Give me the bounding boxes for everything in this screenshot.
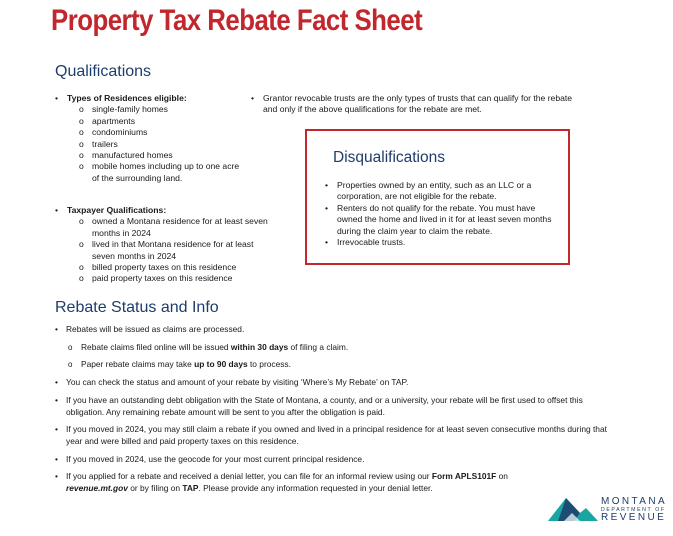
status-item-debt: • If you have an outstanding debt obligation with the State of Montana, a county, and or a university, your rebate will be first used to offset this obligation. Any remaining rebate amount will be sent to you after the obligation is paid. xyxy=(55,395,615,418)
list-item: o manufactured homes xyxy=(79,150,260,161)
list-item: • Renters do not qualify for the rebate. You must have owned the home and lived in it for at least seven months during the claim year to claim the rebate. xyxy=(325,203,557,237)
form-name: Form APLS101F xyxy=(431,471,497,482)
website-link[interactable]: revenue.mt.gov xyxy=(66,483,128,494)
status-text: Rebates will be issued as claims are processed. xyxy=(66,324,245,334)
page-title: Property Tax Rebate Fact Sheet xyxy=(51,4,423,37)
list-item: o trailers xyxy=(79,139,260,150)
tap-link[interactable]: TAP xyxy=(182,483,199,494)
status-text: . Please provide any information requested in your denial letter. xyxy=(198,483,433,494)
logo-line-revenue: REVENUE xyxy=(601,512,667,523)
trust-note-section xyxy=(251,93,581,116)
residences-heading: Types of Residences eligible: xyxy=(67,93,187,103)
status-text: Rebate claims filed online will be issued xyxy=(81,341,231,352)
status-text: Paper rebate claims may take xyxy=(81,359,195,370)
qualifications-heading: Qualifications xyxy=(55,63,152,80)
taxpayer-bullet xyxy=(55,205,268,285)
list-item: o owned a Montana residence for at least seven months in 2024 xyxy=(79,216,272,239)
list-item: • Irrevocable trusts. xyxy=(325,237,557,248)
status-item-claims xyxy=(55,324,615,371)
trust-note: • Grantor revocable trusts are the only types of trusts that can qualify for the rebate and only if the above qualifications for the rebate are met. xyxy=(251,93,581,116)
status-subitem-paper xyxy=(68,359,615,371)
status-item-check: • You can check the status and amount of your rebate by visiting ‘Where’s My Rebate’ on TAP. xyxy=(55,377,615,389)
disqualifications-heading: Disqualifications xyxy=(333,149,445,166)
list-item: o single-family homes xyxy=(79,104,260,115)
list-item: o apartments xyxy=(79,116,260,127)
status-emphasis: up to 90 days xyxy=(194,359,248,370)
status-text: of filing a claim. xyxy=(288,341,349,352)
status-item-moved: • If you moved in 2024, you may still claim a rebate if you owned and lived in a principal residence for at least seven consecutive months during that year and were billed and paid property taxes on this residence. xyxy=(55,424,615,447)
list-item: • Properties owned by an entity, such as an LLC or a corporation, are not eligible for the rebate. xyxy=(325,180,557,203)
logo-line-montana: MONTANA xyxy=(601,496,668,507)
residences-bullet xyxy=(55,93,260,184)
status-text: or by filing on xyxy=(127,483,183,494)
status-text: on xyxy=(496,471,508,482)
taxpayer-heading: Taxpayer Qualifications: xyxy=(67,205,167,215)
list-item: o billed property taxes on this residence xyxy=(79,262,260,273)
status-text: If you applied for a rebate and received a denial letter, you can file for an informal review using our xyxy=(66,471,432,482)
status-text: to process. xyxy=(247,359,291,370)
list-item: o condominiums xyxy=(79,127,260,138)
list-item: o mobile homes including up to one acre of the surrounding land. xyxy=(79,161,242,184)
status-item-geocode: • If you moved in 2024, use the geocode for your most current principal residence. xyxy=(55,454,615,466)
taxpayer-section xyxy=(55,205,268,285)
taxpayer-list xyxy=(79,216,268,284)
residences-section xyxy=(55,93,260,184)
list-item: o paid property taxes on this residence xyxy=(79,273,260,284)
rebate-status-section xyxy=(55,324,615,501)
residences-list xyxy=(79,104,260,184)
status-emphasis: within 30 days xyxy=(230,341,289,352)
logo-line-department: DEPARTMENT OF xyxy=(601,507,666,513)
rebate-status-heading: Rebate Status and Info xyxy=(55,299,219,316)
status-subitem-online xyxy=(68,342,615,354)
list-item: o lived in that Montana residence for at least seven months in 2024 xyxy=(79,239,272,262)
disqualifications-list xyxy=(325,180,557,248)
status-item-denial xyxy=(55,471,561,494)
